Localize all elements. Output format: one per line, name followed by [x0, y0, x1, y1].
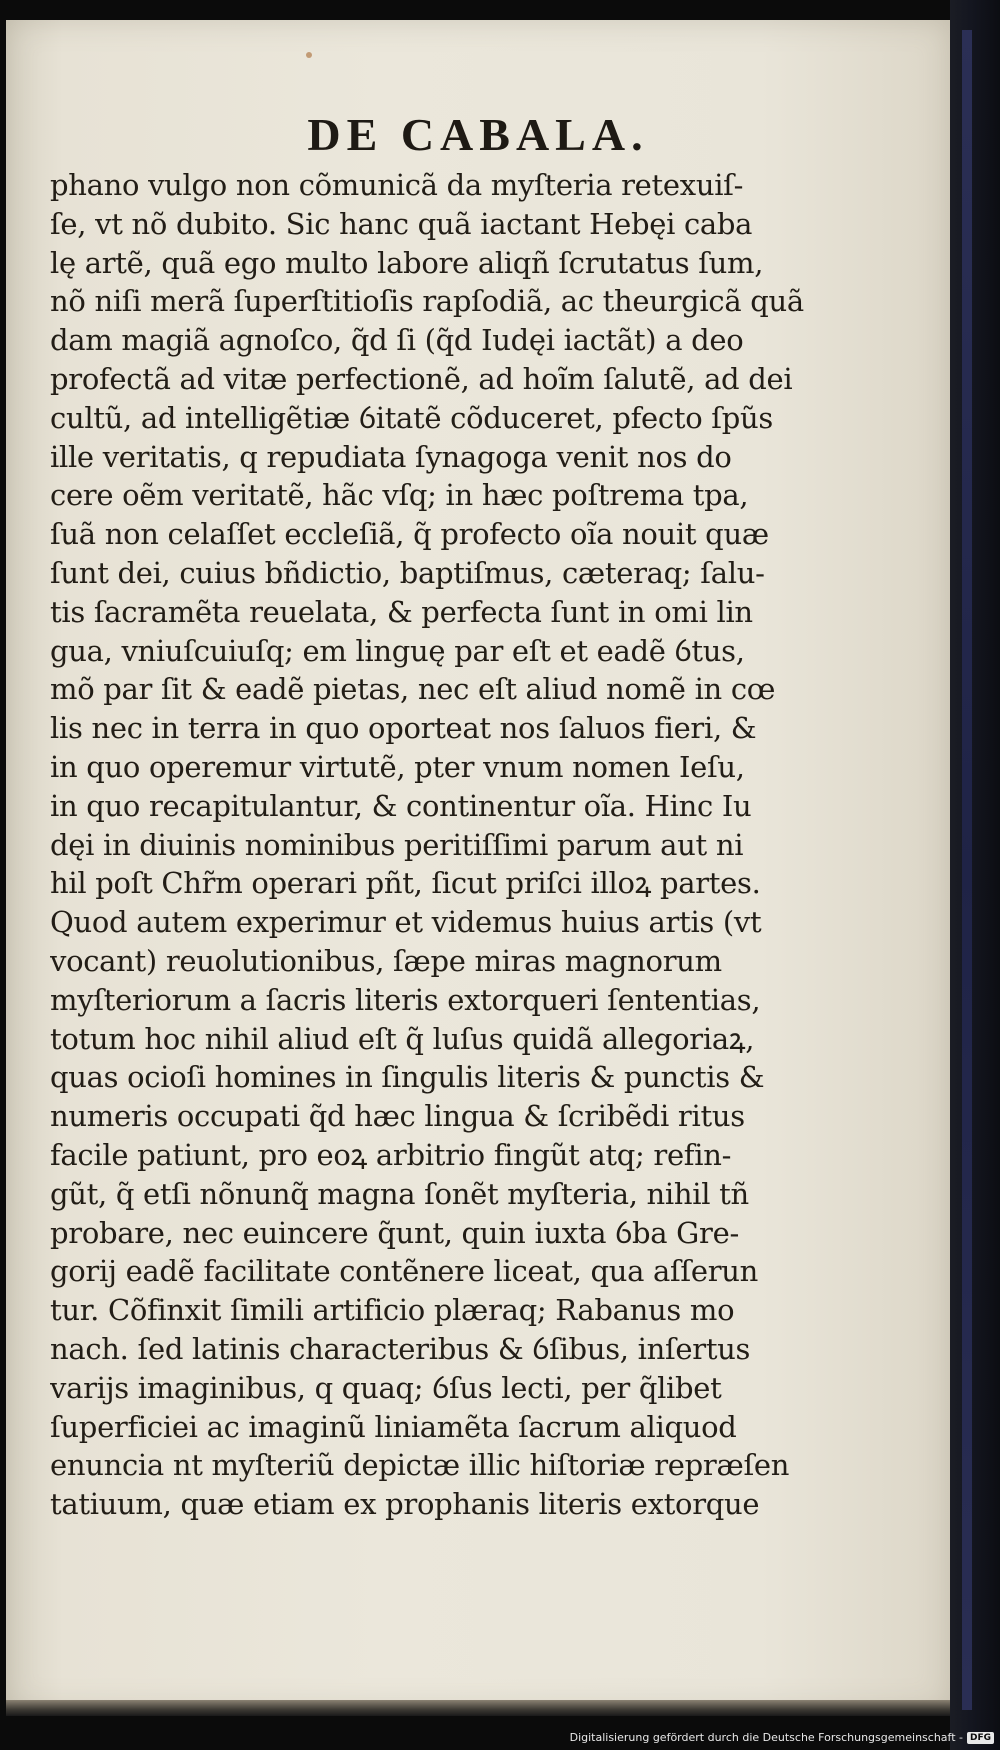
- text-line: ſuperficiei ac imaginũ liniamẽta ſacrum aliquod: [50, 1409, 737, 1444]
- ink-spot: [306, 52, 312, 58]
- text-line: phano vulgo non cõmunicã da myſteria retexuiſ-: [50, 168, 744, 202]
- spine-stripe: [962, 30, 972, 1710]
- text-line: probare, nec euincere q̃unt, quin iuxta ỽba Gre-: [50, 1215, 739, 1250]
- text-line: ſuã non celaſſet eccleſiã, q̃ profecto oĩa nouit quæ: [50, 517, 769, 552]
- text-line: tis ſacramẽta reuelata, & perfecta ſunt in omi lin: [50, 594, 753, 629]
- text-line: facile patiunt, pro eoꝝ arbitrio fingũt atq; refin-: [50, 1137, 732, 1172]
- text-line: dam magiã agnoſco, q̃d ſi (q̃d Iudęi iactãt) a deo: [50, 323, 744, 358]
- text-line: quas ocioſi homines in ſingulis literis & punctis &: [50, 1060, 765, 1095]
- text-line: numeris occupati q̃d hæc lingua & ſcribẽdi ritus: [50, 1099, 745, 1134]
- text-block: [50, 166, 840, 1524]
- text-line: varijs imaginibus, q quaq; ỽſus lecti, per q̃libet: [50, 1370, 722, 1405]
- digitization-credit: [570, 1731, 994, 1744]
- text-line: vocant) reuolutionibus, ſæpe miras magnorum: [50, 943, 722, 978]
- text-line: nach. ſed latinis characteribus & ỽſibus, inſertus: [50, 1331, 751, 1366]
- text-line: tatiuum, quæ etiam ex prophanis literis extorque: [50, 1487, 760, 1522]
- book-spine: [950, 0, 1000, 1750]
- text-line: gua, vniuſcuiuſq; em linguę par eſt et eadẽ ỽtus,: [50, 633, 745, 668]
- text-line: profectã ad vitæ perfectionẽ, ad hoĩm ſalutẽ, ad dei: [50, 361, 793, 396]
- text-line: myſteriorum a ſacris literis extorqueri ſententias,: [50, 982, 761, 1017]
- text-line: cere oẽm veritatẽ, hãc vſq; in hæc poſtrema tpa,: [50, 478, 749, 513]
- text-line: totum hoc nihil aliud eſt q̃ luſus quidã allegoriaꝝ,: [50, 1021, 755, 1056]
- text-line: gorij eadẽ facilitate contẽnere liceat, qua aſſerun: [50, 1254, 759, 1289]
- text-line: in quo operemur virtutẽ, pter vnum nomen Ieſu,: [50, 749, 745, 784]
- credit-text: Digitalisierung gefördert durch die Deutsche Forschungsgemeinschaft -: [569, 1731, 963, 1744]
- text-line: hil poſt Chr̃m operari pñt, ſicut priſci illoꝝ partes.: [50, 866, 761, 901]
- text-line: tur. Cõfinxit ſimili artificio plæraq; Rabanus mo: [50, 1293, 735, 1328]
- text-line: dęi in diuinis nominibus peritiſſimi parum aut ni: [50, 827, 744, 862]
- text-line: Quod autem experimur et videmus huius artis (vt: [50, 905, 762, 940]
- text-line: in quo recapitulantur, & continentur oĩa. Hinc Iu: [50, 788, 752, 823]
- text-line: gũt, q̃ etſi nõnunq̃ magna ſonẽt myſteria, nihil tñ: [50, 1176, 749, 1211]
- text-line: lis nec in terra in quo oporteat nos ſaluos fieri, &: [50, 711, 757, 746]
- text-line: enuncia nt myſteriũ depictæ illic hiſtoriæ repræſen: [50, 1448, 790, 1483]
- dfg-logo: DFG: [967, 1732, 994, 1744]
- book-page: [6, 20, 950, 1710]
- text-line: ſunt dei, cuius bñdictio, baptiſmus, cæteraq; ſalu-: [50, 555, 765, 590]
- text-line: nõ niſi merã ſuperſtitioſis rapſodiã, ac theurgicã quã: [50, 284, 804, 319]
- running-head: DE CABALA.: [307, 109, 649, 160]
- text-line: lę artẽ, quã ego multo labore aliqñ ſcrutatus ſum,: [50, 245, 764, 280]
- page-edge: [6, 1700, 950, 1716]
- text-line: ſe, vt nõ dubito. Sic hanc quã iactant Hebęi caba: [50, 206, 753, 241]
- text-line: ille veritatis, q repudiata ſynagoga venit nos do: [50, 439, 732, 474]
- text-line: mõ par ſit & eadẽ pietas, nec eſt aliud nomẽ in cœ: [50, 672, 776, 707]
- text-line: cultũ, ad intelligẽtiæ ỽitatẽ cõduceret, pfecto ſpũs: [50, 400, 773, 435]
